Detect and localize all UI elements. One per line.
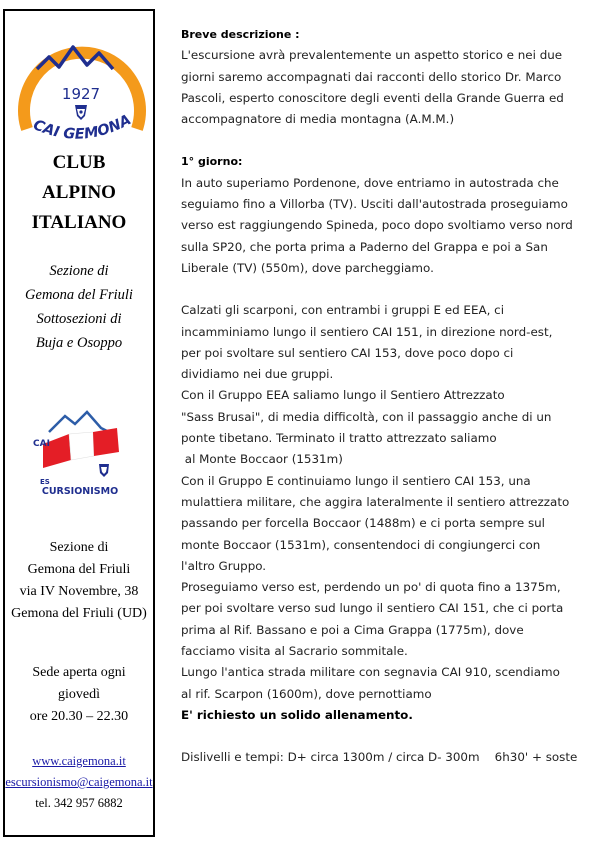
breve-title: Breve descrizione :: [181, 28, 300, 41]
paragraph-line: giorni saremo accompagnati dai racconti dello storico Dr. Marco: [181, 69, 562, 84]
logo-cai: CAI: [33, 439, 50, 449]
warning-text: E' richiesto un solido allenamento.: [181, 707, 413, 722]
logo-year: 1927: [61, 85, 101, 103]
address-line: Gemona del Friuli (UD): [11, 606, 147, 621]
paragraph-line: passando per forcella Boccaor (1488m) e ci porta sempre sul: [181, 516, 545, 531]
paragraph-line: dividiamo nei due gruppi.: [181, 367, 334, 382]
address-block: [5, 537, 153, 625]
logo-cursionismo: CURSIONISMO: [41, 486, 119, 497]
sezione-line: Sezione di: [49, 263, 109, 279]
opening-hours: [5, 662, 153, 728]
day1-title: 1° giorno:: [181, 155, 243, 169]
paragraph-line: facciamo visita al Sacrario sommitale.: [181, 644, 408, 659]
escursionismo-logo: [31, 404, 129, 500]
paragraph-line: mulattiera militare, che aggira lateralmente il sentiero attrezzato: [181, 494, 570, 509]
paragraph-line: Con il Gruppo EEA saliamo lungo il Sentiero Attrezzato: [181, 388, 505, 403]
paragraph-line: al rif. Scarpon (1600m), dove pernottiamo: [181, 686, 432, 701]
paragraph-line: seguiamo fino a Villorba (TV). Usciti dall'autostrada proseguiamo: [181, 197, 568, 212]
opening-line: Sede aperta ogni: [32, 665, 126, 680]
paragraph-line: monte Boccaor (1531m), consentendoci di congiungerci con: [181, 537, 541, 552]
contacts: [5, 751, 153, 814]
logo-es: ES: [40, 478, 50, 486]
opening-line: giovedì: [58, 687, 100, 702]
sezione-line: Sottosezioni di: [36, 311, 122, 327]
paragraph-line: sulla SP20, che porta prima a Paderno del Grappa e poi a San: [181, 239, 548, 254]
stats-line: Dislivelli e tempi: D+ circa 1300m / circa D- 300m 6h30' + soste: [181, 750, 578, 765]
paragraph-line: ponte tibetano. Terminato il tratto attrezzato saliamo: [181, 431, 497, 446]
address-line: Sezione di: [49, 540, 109, 555]
flag-band-white: [69, 432, 94, 460]
club-line-1: CLUB: [52, 152, 106, 173]
paragraph-line: In auto superiamo Pordenone, dove entriamo in autostrada che: [181, 175, 559, 190]
paragraph-line: Con il Gruppo E continuiamo lungo il sentiero CAI 153, una: [181, 473, 531, 488]
club-line-3: ITALIANO: [31, 212, 127, 233]
sezione-block: [5, 259, 153, 355]
website-link[interactable]: www.caigemona.it: [32, 754, 126, 768]
paragraph-line: L'escursione avrà prevalentemente un aspetto storico e nei due: [181, 48, 563, 63]
paragraph-line: Calzati gli scarponi, con entrambi i gruppi E ed EEA, ci: [181, 303, 504, 318]
paragraph-line: Liberale (TV) (550m), dove parcheggiamo.: [181, 260, 434, 275]
main-content: [181, 24, 601, 769]
cai-emblem-icon: [75, 105, 87, 120]
address-line: via IV Novembre, 38: [19, 584, 139, 599]
sezione-line: Buja e Osoppo: [35, 335, 123, 351]
paragraph-line: per poi svoltare verso sud lungo il sentiero CAI 151, che ci porta: [181, 601, 564, 616]
cai-gemona-logo: [13, 17, 149, 145]
paragraph-line: "Sass Brusai", di media difficoltà, con il passaggio anche di un: [181, 409, 552, 424]
paragraph-line: l'altro Gruppo.: [181, 558, 267, 573]
sidebar: [3, 9, 155, 837]
flag-band-right: [93, 428, 119, 456]
email-link[interactable]: escursionismo@caigemona.it: [5, 775, 153, 789]
paragraph-line: per poi svoltare sul sentiero CAI 153, dove poco dopo ci: [181, 345, 514, 360]
club-line-2: ALPINO: [42, 182, 116, 203]
paragraph-line: Proseguiamo verso est, perdendo un po' di quota fino a 1375m,: [181, 580, 561, 595]
address-line: Gemona del Friuli: [27, 562, 131, 577]
sezione-line: Gemona del Friuli: [25, 287, 133, 303]
paragraph-line: verso est raggiungendo Spineda, poco dopo svoltiamo verso nord: [181, 218, 573, 233]
paragraph-line: accompagnatore di media montagna (A.M.M.): [181, 112, 455, 127]
phone-number: tel. 342 957 6882: [35, 796, 123, 810]
paragraph-line: prima al Rif. Bassano e poi a Cima Grappa (1775m), dove: [181, 622, 524, 637]
paragraph-line: incamminiamo lungo il sentiero CAI 151, in direzione nord-est,: [181, 324, 553, 339]
opening-line: ore 20.30 – 22.30: [29, 709, 129, 724]
logo-name: CAI GEMONA: [30, 112, 134, 143]
paragraph-line: al Monte Boccaor (1531m): [181, 452, 343, 467]
paragraph-line: Pascoli, esperto conoscitore degli eventi della Grande Guerra ed: [181, 90, 564, 105]
paragraph-line: Lungo l'antica strada militare con segnavia CAI 910, scendiamo: [181, 665, 560, 680]
